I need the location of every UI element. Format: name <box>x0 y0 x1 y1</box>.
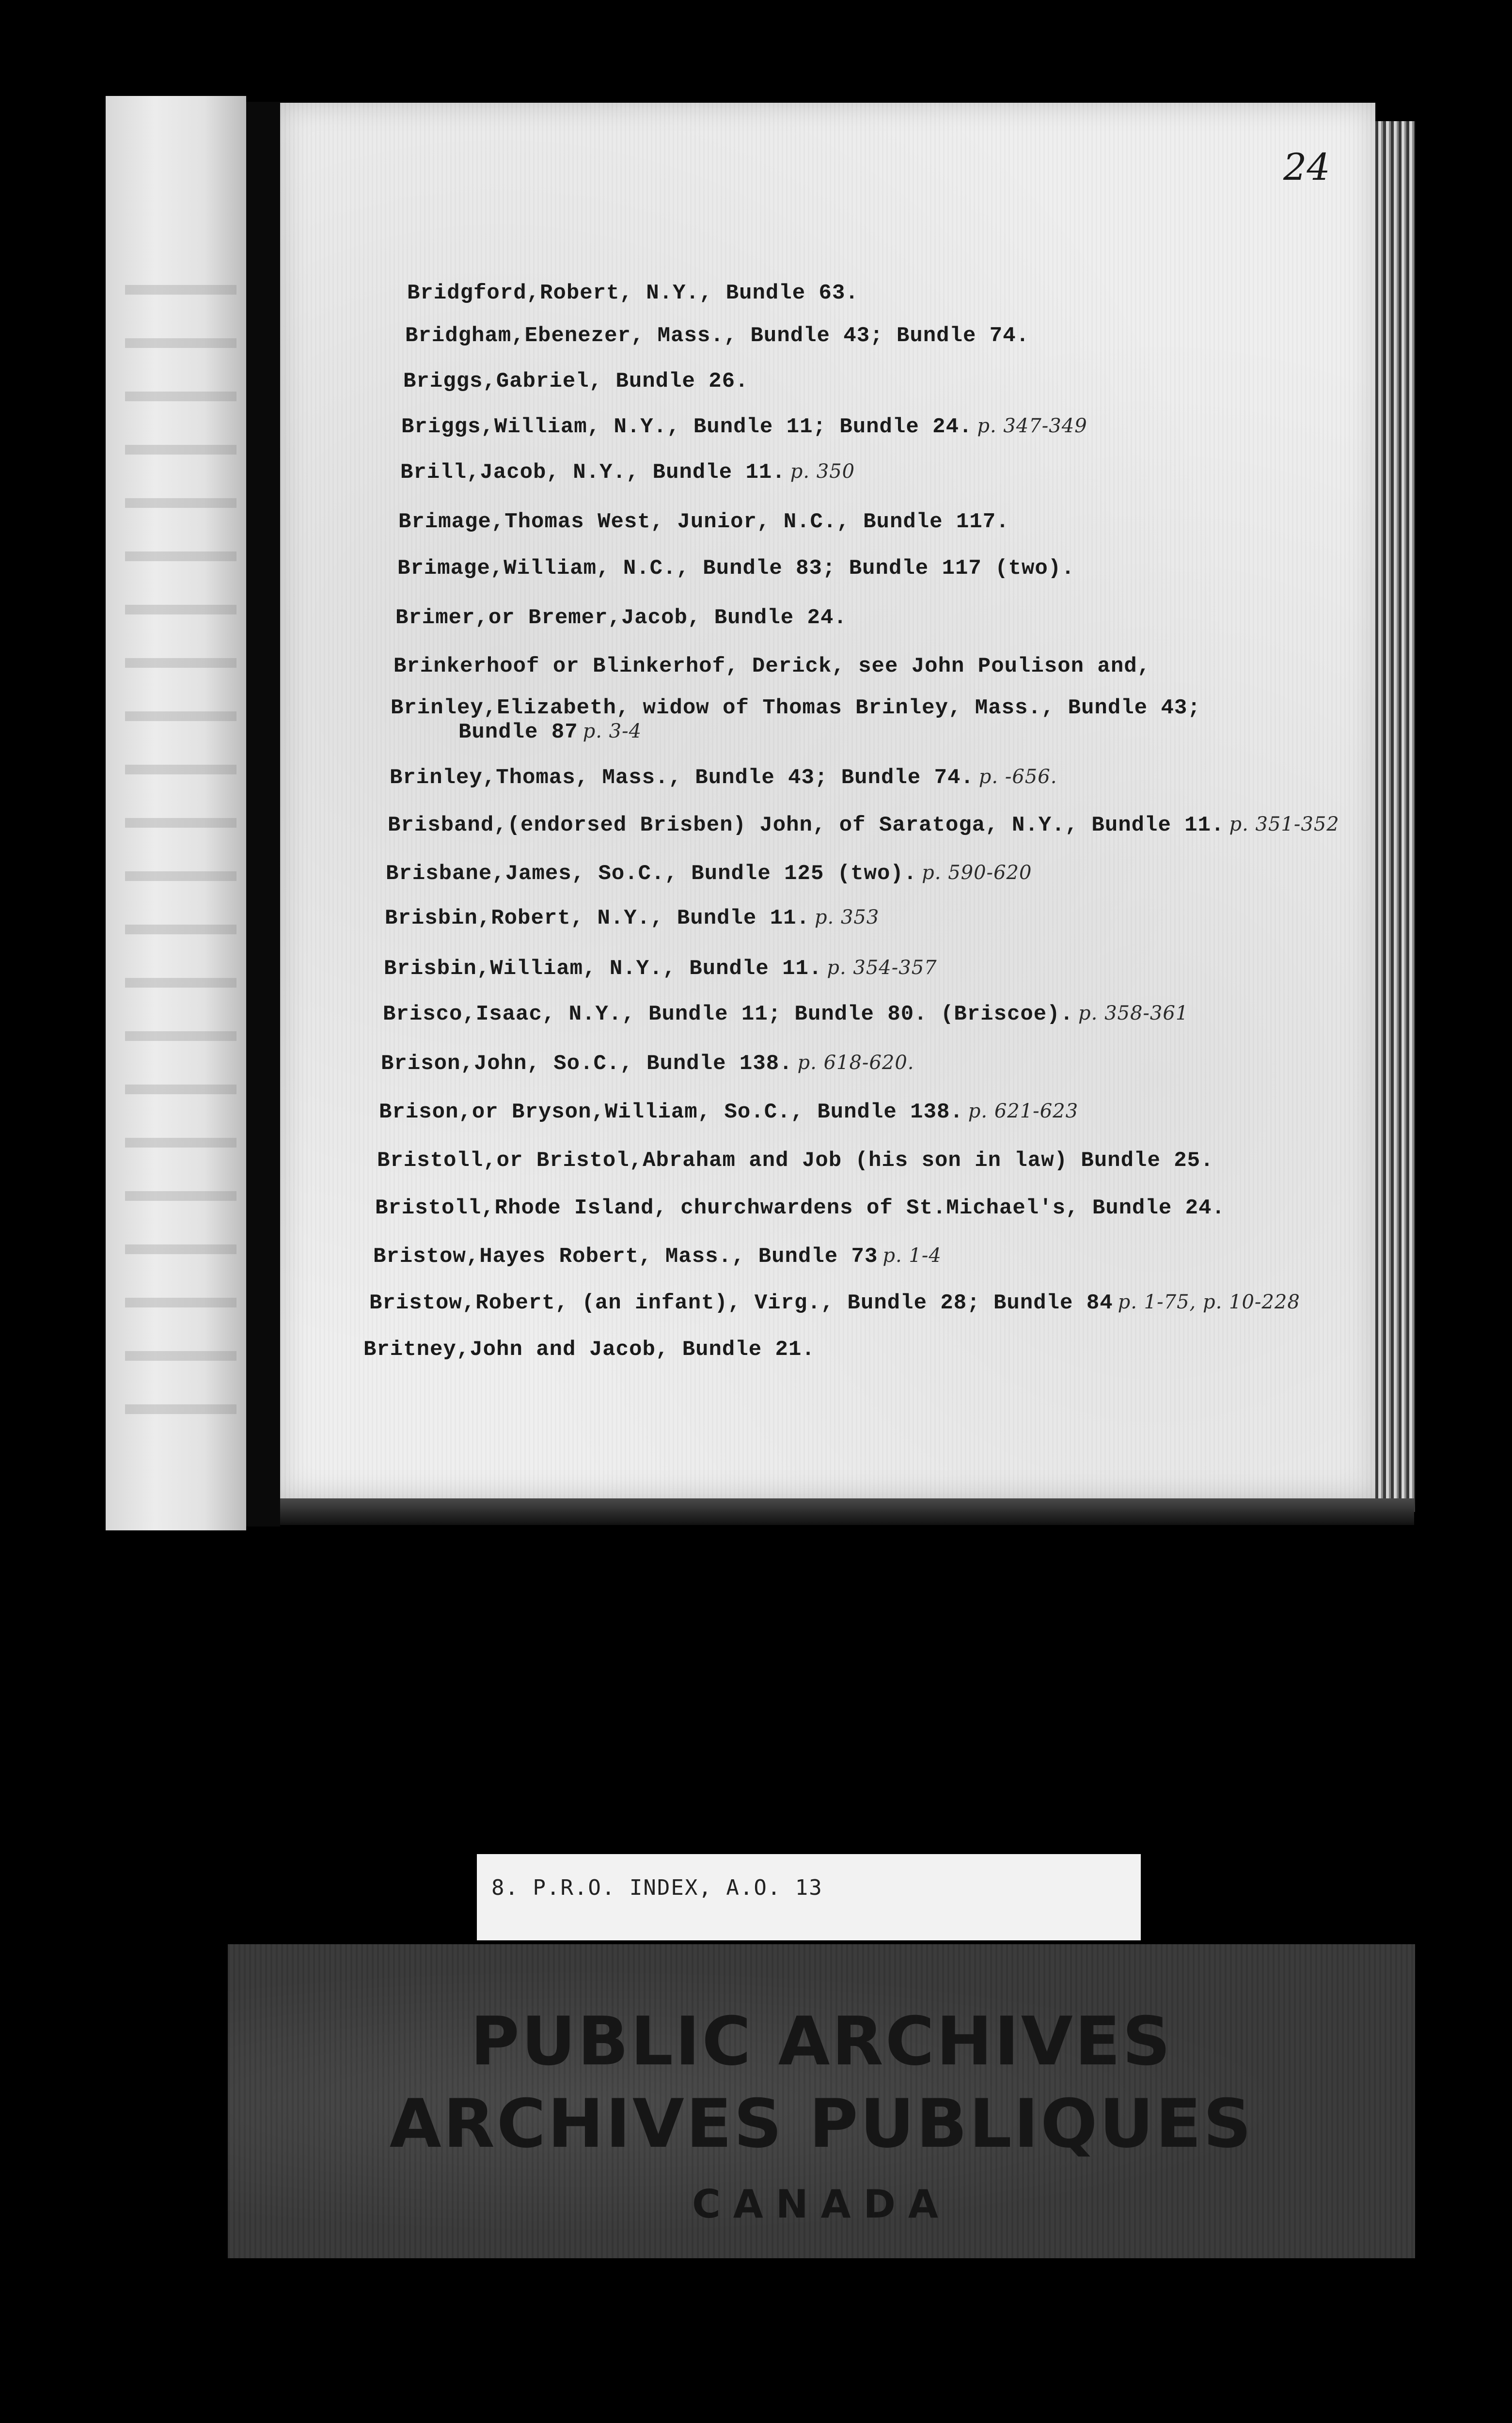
reel-label-text: 8. P.R.O. INDEX, A.O. 13 <box>491 1875 823 1900</box>
entry-text: Brill,Jacob, N.Y., Bundle 11. <box>400 460 786 485</box>
index-entry <box>386 862 1032 886</box>
index-entry <box>395 606 847 630</box>
handwritten-page-note: p. 353 <box>814 906 880 928</box>
index-entry <box>401 415 1087 439</box>
entry-text: Brison,John, So.C., Bundle 138. <box>381 1052 793 1076</box>
entry-text: Brinley,Thomas, Mass., Bundle 43; Bundle 74. <box>390 766 974 790</box>
index-entry <box>375 1196 1225 1220</box>
entry-text: Brimage,Thomas West, Junior, N.C., Bundle 117. <box>398 510 1009 534</box>
entry-text: Brisco,Isaac, N.Y., Bundle 11; Bundle 80. (Briscoe). <box>383 1002 1074 1026</box>
handwritten-page-note: p. 350 <box>790 460 855 483</box>
entry-text: Brinley,Elizabeth, widow of Thomas Brinley, Mass., Bundle 43; <box>391 696 1201 720</box>
handwritten-page-note: p. 618-620. <box>797 1052 914 1074</box>
entry-text: Brisbin,Robert, N.Y., Bundle 11. <box>385 906 810 930</box>
entry-text: Brimage,William, N.C., Bundle 83; Bundle 117 (two). <box>397 556 1075 581</box>
entry-text: Brisband,(endorsed Brisben) John, of Saratoga, N.Y., Bundle 11. <box>388 813 1225 837</box>
index-entry <box>391 696 1201 744</box>
index-entry <box>385 906 879 930</box>
stamp-line-3: CANADA <box>692 2182 951 2227</box>
index-entry <box>377 1149 1213 1173</box>
index-entry <box>373 1244 942 1269</box>
entry-continuation <box>391 720 1201 744</box>
handwritten-page-note: p. 347-349 <box>977 415 1087 437</box>
stamp-line-2: ARCHIVES PUBLIQUES <box>389 2085 1254 2163</box>
index-entry <box>394 654 1150 678</box>
reel-label <box>477 1854 1141 1940</box>
handwritten-page-note: p. -656. <box>978 766 1057 788</box>
index-entry <box>363 1337 815 1362</box>
index-entry <box>381 1052 914 1076</box>
handwritten-page-note: p. 1-75, p. 10-228 <box>1118 1291 1300 1313</box>
entry-text: Bridgham,Ebenezer, Mass., Bundle 43; Bundle 74. <box>405 324 1030 348</box>
index-entry <box>398 510 1009 534</box>
entry-text: Briggs,Gabriel, Bundle 26. <box>403 369 749 393</box>
handwritten-page-note: p. 3-4 <box>583 720 642 742</box>
index-entry <box>407 281 859 305</box>
entry-text: Brimer,or Bremer,Jacob, Bundle 24. <box>395 606 847 630</box>
archives-stamp <box>228 1944 1415 2258</box>
index-entry <box>405 324 1029 348</box>
index-entry <box>403 369 749 393</box>
handwritten-page-note: p. 358-361 <box>1078 1002 1189 1024</box>
stamp-line-1: PUBLIC ARCHIVES <box>470 2002 1173 2080</box>
index-entry <box>379 1100 1078 1124</box>
index-entry <box>369 1291 1300 1315</box>
index-entry <box>400 460 855 485</box>
handwritten-page-note: p. 351-352 <box>1229 813 1339 835</box>
index-entry <box>384 957 937 981</box>
entry-text: Brison,or Bryson,William, So.C., Bundle 138. <box>379 1100 963 1124</box>
entry-text: Brinkerhoof or Blinkerhof, Derick, see John Poulison and, <box>394 654 1151 678</box>
handwritten-page-note: p. 1-4 <box>882 1244 942 1267</box>
index-entry <box>383 1002 1188 1026</box>
entry-text: Brisbin,William, N.Y., Bundle 11. <box>384 957 822 981</box>
handwritten-page-note: p. 621-623 <box>968 1100 1079 1122</box>
entry-text: Brisbane,James, So.C., Bundle 125 (two). <box>386 862 917 886</box>
handwritten-page-note: p. 590-620 <box>922 862 1032 884</box>
entry-text: Bristoll,Rhode Island, churchwardens of St.Michael's, Bundle 24. <box>375 1196 1225 1220</box>
entry-text: Bristow,Hayes Robert, Mass., Bundle 73 <box>373 1244 878 1269</box>
entry-text: Britney,John and Jacob, Bundle 21. <box>363 1337 815 1362</box>
entry-text: Bridgford,Robert, N.Y., Bundle 63. <box>407 281 859 305</box>
entry-text: Bristoll,or Bristol,Abraham and Job (his son in law) Bundle 25. <box>377 1149 1214 1173</box>
index-entry <box>388 813 1339 837</box>
index-entry <box>390 766 1057 790</box>
entry-text: Bristow,Robert, (an infant), Virg., Bundle 28; Bundle 84 <box>369 1291 1113 1315</box>
handwritten-page-note: p. 354-357 <box>827 957 937 979</box>
entry-text: Briggs,William, N.Y., Bundle 11; Bundle 24. <box>401 415 973 439</box>
index-entry <box>397 556 1075 581</box>
page-number: 24 <box>1283 145 1330 189</box>
entry-continuation-text: Bundle 87 <box>458 720 578 744</box>
